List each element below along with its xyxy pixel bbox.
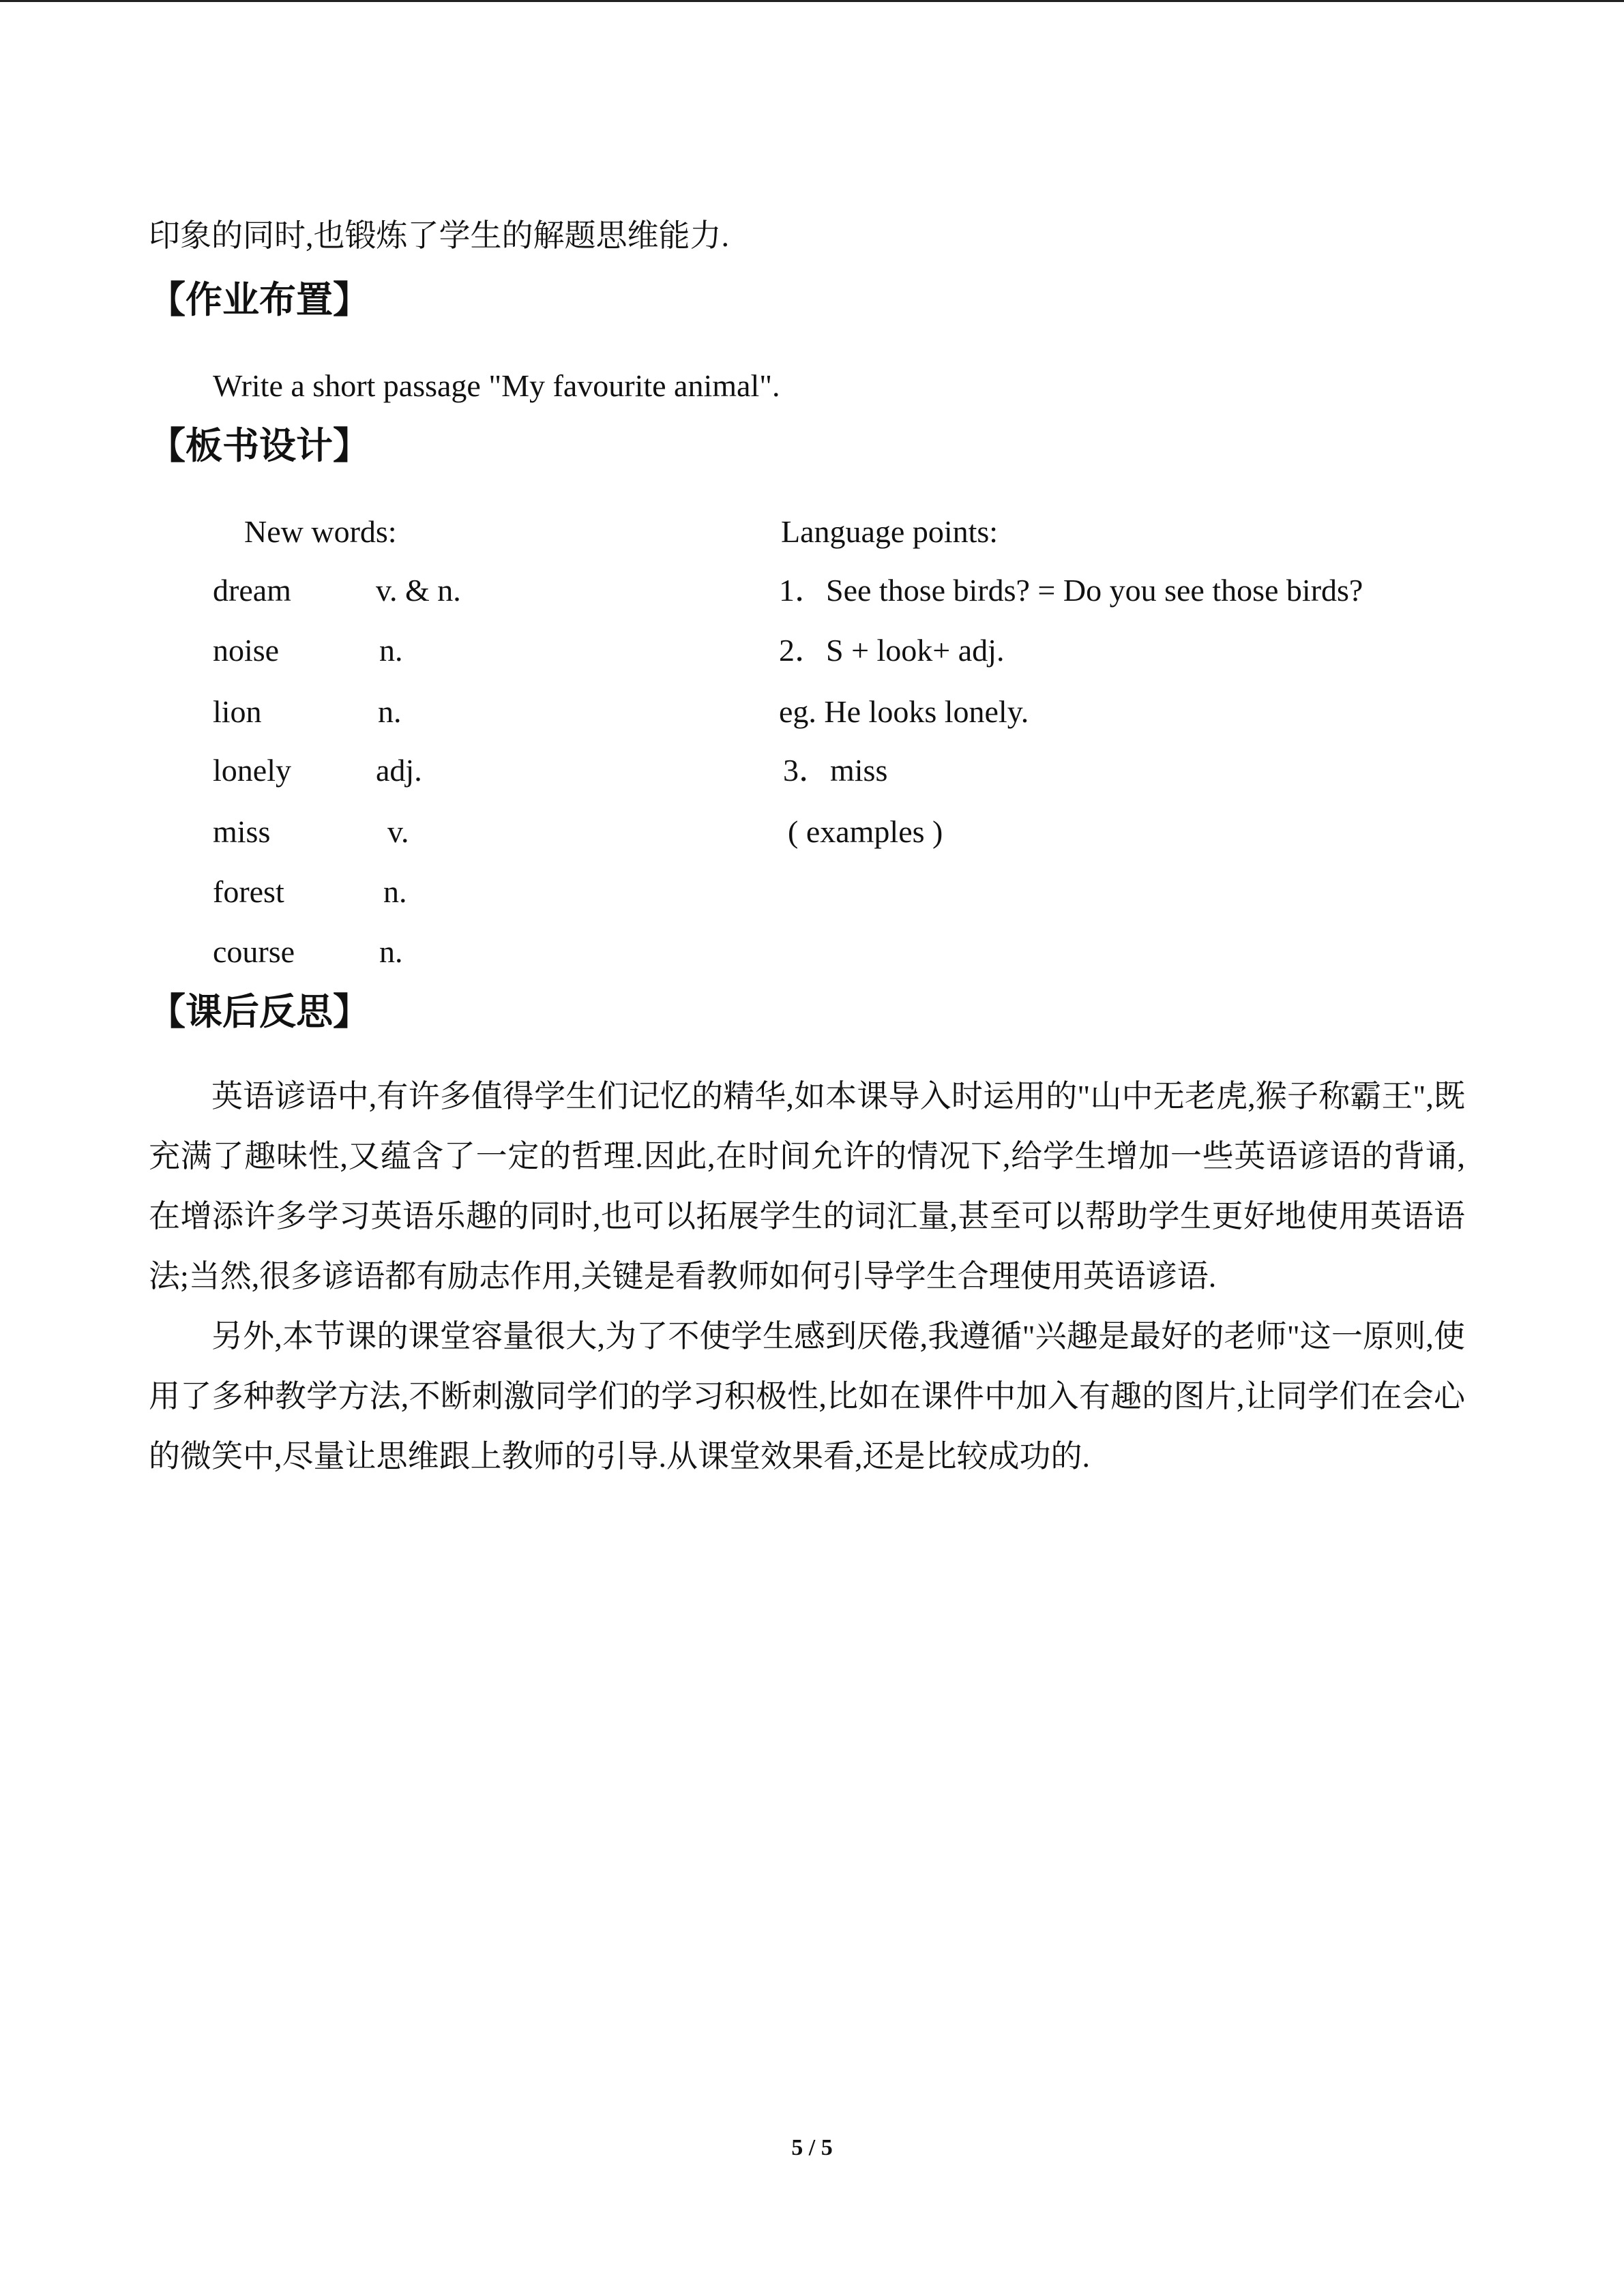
reflection-paragraph: 另外,本节课的课堂容量很大,为了不使学生感到厌倦,我遵循"兴趣是最好的老师"这一原则,使用了多种教学方法,不断刺激同学们的学习积极性,比如在课件中加入有趣的图片,让同学们在会心的微笑中,尽量让思维跟上教师的引导.从课堂效果看,还是比较成功的.	[149, 1319, 1465, 1474]
vocab-pos: n.	[383, 874, 407, 909]
reflection-body	[149, 1067, 1465, 1487]
new-words-label: New words:	[244, 514, 397, 549]
vocab-word: dream	[213, 573, 291, 608]
homework-text: Write a short passage "My favourite animal".	[213, 368, 780, 403]
vocab-pos: n.	[378, 694, 402, 729]
language-point: 1．See those birds? = Do you see those birds?	[779, 573, 1363, 608]
language-point: 2．S + look+ adj.	[779, 633, 1005, 668]
vocab-word: miss	[213, 814, 271, 849]
intro-line: 印象的同时,也锻炼了学生的解题思维能力.	[149, 218, 729, 253]
vocab-word: lonely	[213, 753, 291, 788]
language-point: eg. He looks lonely.	[779, 694, 1029, 729]
vocab-pos: adj.	[376, 753, 422, 788]
language-point: 3．miss	[783, 753, 888, 788]
page-top-border	[0, 0, 1624, 2]
vocab-pos: n.	[379, 633, 403, 668]
reflection-heading: 【课后反思】	[149, 990, 370, 1033]
vocab-word: course	[213, 934, 295, 969]
page-number: 5 / 5	[791, 2135, 833, 2160]
board-design-heading: 【板书设计】	[149, 424, 370, 467]
vocab-word: noise	[213, 633, 280, 668]
vocab-pos: n.	[379, 934, 403, 969]
reflection-paragraph: 英语谚语中,有许多值得学生们记忆的精华,如本课导入时运用的"山中无老虎,猴子称霸王",既充满了趣味性,又蕴含了一定的哲理.因此,在时间允许的情况下,给学生增加一些英语谚语的背诵,在增添许多学习英语乐趣的同时,也可以拓展学生的词汇量,甚至可以帮助学生更好地使用英语语法;当然,很多谚语都有励志作用,关键是看教师如何引导学生合理使用英语谚语.	[149, 1079, 1465, 1294]
vocab-pos: v.	[387, 814, 409, 849]
vocab-word: forest	[213, 874, 284, 909]
vocab-pos: v. & n.	[376, 573, 461, 608]
homework-heading: 【作业布置】	[149, 278, 370, 321]
vocab-word: lion	[213, 694, 262, 729]
language-point: ( examples )	[788, 814, 943, 849]
language-points-label: Language points:	[781, 514, 999, 549]
